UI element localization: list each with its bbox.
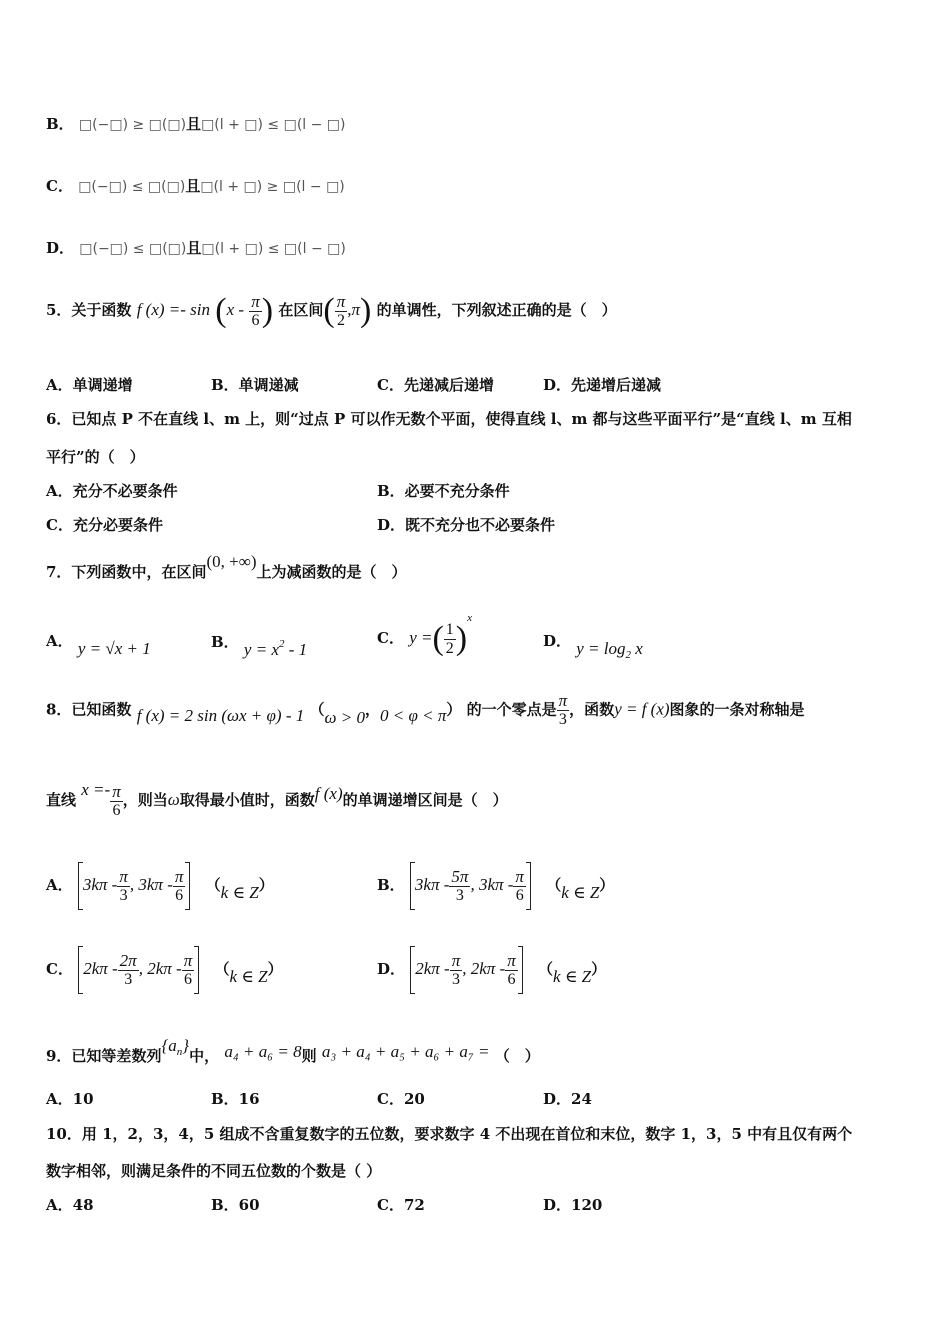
q5-option-b: B．单调递减: [211, 376, 299, 394]
q9-mid: 中，: [189, 1047, 220, 1065]
opt-p1: 3kπ -: [82, 875, 118, 894]
q7-b-y: y = x: [243, 640, 279, 659]
q9-head: 9．已知等差数列: [46, 1047, 162, 1065]
q5-frac: [249, 293, 262, 330]
q5-int-lparen: (: [323, 292, 335, 329]
q8-func2: y = f (x): [614, 699, 670, 719]
q8-x-eq: x =-: [81, 780, 111, 799]
q4-option-d: [46, 237, 346, 258]
q5-option-d: D．先递增后递减: [543, 376, 662, 394]
q8-zero-frac: [557, 692, 570, 729]
option-conj: 且: [186, 239, 202, 257]
q7-c-rparen: ): [455, 620, 468, 657]
opt-frac1: [118, 952, 139, 989]
q7-option-c: [377, 612, 472, 658]
question-7: [46, 552, 407, 582]
option-expr: □(−□) ≤ □(□): [79, 241, 187, 257]
option-conj: 且: [185, 177, 201, 195]
q5-func: f (x) =- sin: [136, 300, 210, 319]
q5-int-end: ,π: [347, 300, 361, 319]
opt-p1: 2kπ -: [83, 959, 118, 978]
q10-option-d: D．120: [543, 1196, 603, 1214]
option-label: C．: [377, 629, 404, 647]
q8-axis-frac: [110, 783, 123, 820]
option-label: D．: [46, 239, 75, 257]
q6-option-a: A．充分不必要条件: [46, 482, 178, 500]
k-in-z: k ∈ Z: [561, 883, 600, 902]
q9-cond: a₄ + a₆ = 8: [224, 1042, 302, 1061]
q4-option-c: [46, 175, 345, 196]
option-expr: □(−□) ≥ □(□): [78, 117, 187, 133]
q10-option-c: C．72: [377, 1196, 425, 1214]
frac-den: 3: [124, 970, 133, 988]
q8-comma2: ，函数: [569, 700, 615, 719]
q8-cond1: ω > 0: [324, 707, 365, 727]
k-in-z: k ∈ Z: [553, 967, 592, 986]
q7-option-d: [543, 630, 643, 661]
q10-line1: 10．用 1，2，3，4，5 组成不含重复数字的五位数，要求数字 4 不出现在首位和末位，数字 1，3，5 中有且仅有两个: [46, 1125, 853, 1143]
q8-line2: [46, 780, 508, 820]
q9-seq-sub: n: [176, 1046, 183, 1058]
q7-option-b: [211, 630, 308, 659]
q5-tail: 的单调性，下列叙述正确的是（ ）: [376, 301, 617, 319]
q8-func: f (x) = 2 sin (ωx + φ) - 1: [136, 705, 305, 725]
bracket-right: [518, 946, 523, 994]
q7-c-frac: [444, 621, 456, 658]
frac-den: 3: [558, 711, 567, 728]
q7-a-expr: y = √x + 1: [77, 639, 151, 658]
q10-line2: 数字相邻，则满足条件的不同五位数的个数是（ ）: [46, 1162, 382, 1180]
q7-option-a: [46, 630, 151, 658]
q8-zero-text: 的一个零点是: [466, 700, 557, 719]
option-expr2: □(l + □) ≤ □(l − □): [201, 117, 346, 133]
q5-option-a: A．单调递增: [46, 376, 133, 394]
option-label: A．: [46, 876, 73, 894]
q8-cond2: 0 < φ < π: [380, 705, 447, 725]
q9-tail: （ ）: [494, 1047, 540, 1065]
frac-num: 2π: [119, 950, 137, 970]
q8-axis-text: 图象的一条对称轴是: [669, 700, 805, 719]
q5-int-rparen: ): [360, 292, 372, 329]
frac-num: π: [183, 950, 193, 970]
frac-num: π: [507, 950, 516, 970]
option-label: C．: [46, 960, 73, 978]
frac-den: 6: [251, 311, 260, 329]
frac-num: π: [558, 691, 568, 710]
option-label: B．: [46, 115, 74, 133]
q8-cond-close: ）: [446, 700, 462, 719]
frac-num: π: [451, 950, 461, 970]
q8-line2-head: 直线: [46, 791, 77, 809]
q5-option-c: C．先递减后递增: [377, 376, 494, 394]
q10-option-b: B．60: [211, 1196, 260, 1214]
q8-cond-open: （: [309, 700, 325, 719]
q6-option-b: B．必要不充分条件: [377, 482, 510, 500]
option-expr2: □(l + □) ≥ □(l − □): [200, 179, 345, 195]
q8-option-d: D． 2kπ - $\frac{\pi}{3}$ , 2kπ - $\frac{\pi}{6}$ （k ∈ Z）: [377, 946, 606, 994]
q7-c-exp: x: [467, 612, 473, 624]
q9-option-a: A．10: [46, 1090, 94, 1108]
q8-line2-mid2: 取得最小值时，函数: [179, 791, 315, 809]
q6-option-d: D．既不充分也不必要条件: [377, 516, 556, 534]
option-label: C．: [46, 177, 73, 195]
opt-p2: , 3kπ -: [129, 875, 173, 894]
q8-line2-tail: 的单调递增区间是（ ）: [342, 791, 508, 809]
q8-line2-mid: ，则当: [122, 791, 168, 809]
q8-omega: ω: [167, 790, 180, 809]
q5-int-frac: [335, 293, 348, 330]
q9-option-d: D．24: [543, 1090, 592, 1108]
frac-num: π: [119, 866, 128, 886]
q8-comma: ，: [364, 700, 380, 719]
opt-frac1: [450, 952, 463, 989]
q9-sum: a₃ + a₄ + a₅ + a₆ + a₇ =: [321, 1042, 490, 1061]
option-expr2: □(l + □) ≤ □(l − □): [201, 241, 346, 257]
q8-head: 8．已知函数: [46, 700, 132, 719]
opt-p2: , 2kπ -: [462, 959, 506, 978]
frac-den: 6: [507, 970, 516, 988]
frac-den: 6: [175, 886, 184, 904]
q7-c-lparen: (: [432, 620, 444, 657]
frac-den: 2: [445, 639, 454, 657]
option-label: A．: [46, 632, 73, 650]
opt-p2: , 2kπ -: [138, 959, 182, 978]
frac-den: 3: [455, 886, 464, 904]
q7-d-y: y = log: [576, 639, 626, 658]
q7-tail: 上为减函数的是（ ）: [256, 563, 407, 581]
frac-num: π: [174, 866, 184, 886]
question-9: 9．已知等差数列$\{a_n\}$中， a₄ + a₆ = 8则 a₃ + a₄ + a₅ + a₆ + a₇ = （ ）: [46, 1036, 540, 1065]
frac-den: 6: [183, 970, 192, 988]
option-label: B．: [377, 876, 405, 894]
bracket-right: [185, 862, 190, 910]
frac-den: 6: [112, 801, 121, 819]
q9-seq: a: [168, 1036, 177, 1055]
opt-frac1: [449, 868, 470, 905]
q7-b-tail: - 1: [284, 640, 308, 659]
q7-c-y: y =: [409, 628, 433, 647]
q7-d-sub: 2: [625, 649, 631, 661]
q5-num: 5．关于函数: [46, 301, 132, 319]
opt-p1: 2kπ -: [415, 959, 450, 978]
opt-frac2: [173, 868, 186, 905]
q7-b-exp: 2: [278, 638, 285, 650]
q6-line1: 6．已知点 P 不在直线 l、m 上，则“过点 P 可以作无数个平面，使得直线 l、m 都与这些平面平行”是“直线 l、m 互相: [46, 410, 852, 428]
frac-num: 5π: [451, 866, 469, 886]
frac-den: 3: [452, 970, 460, 988]
q8-option-b: B． 3kπ - $\frac{5\pi}{3}$ , 3kπ - $\frac{\pi}{6}$ （k ∈ Z）: [377, 862, 614, 910]
frac-num: 1: [445, 620, 454, 638]
frac-num: π: [251, 291, 260, 311]
frac-num: π: [336, 291, 346, 311]
q6-option-c: C．充分必要条件: [46, 516, 163, 534]
question-5: [46, 292, 617, 330]
q5-mid: 在区间: [278, 301, 324, 319]
opt-p2: , 3kπ -: [470, 875, 514, 894]
q8-line1: [46, 692, 805, 729]
option-label: B．: [211, 633, 239, 651]
q5-inner: x -: [226, 300, 245, 319]
q10-option-a: A．48: [46, 1196, 94, 1214]
q5-lparen: (: [215, 292, 227, 329]
q7-interval: (0, +∞): [206, 552, 257, 571]
option-expr: □(−□) ≤ □(□): [78, 179, 186, 195]
option-label: D．: [377, 960, 406, 978]
q9-then: 则: [301, 1047, 317, 1065]
option-label: D．: [543, 632, 572, 650]
opt-frac2: [182, 952, 195, 989]
k-in-z: k ∈ Z: [220, 883, 259, 902]
q8-func3: f (x): [314, 784, 343, 803]
opt-p1: 3kπ -: [414, 875, 450, 894]
bracket-right: [526, 862, 531, 910]
frac-den: 2: [336, 311, 345, 329]
q6-line2: 平行”的（ ）: [46, 448, 145, 466]
frac-den: 3: [119, 886, 128, 904]
q9-option-b: B．16: [211, 1090, 260, 1108]
q5-rparen: ): [261, 292, 274, 329]
frac-num: π: [515, 866, 524, 886]
opt-frac2: [513, 868, 526, 905]
q7-d-x: x: [631, 639, 643, 658]
opt-frac2: [505, 952, 518, 989]
q9-option-c: C．20: [377, 1090, 425, 1108]
q7-head: 7．下列函数中，在区间: [46, 563, 207, 581]
k-in-z: k ∈ Z: [229, 967, 268, 986]
bracket-right: [194, 946, 199, 994]
option-conj: 且: [186, 115, 202, 133]
opt-frac1: [117, 868, 130, 905]
q4-option-b: [46, 113, 346, 134]
q8-option-c: C． 2kπ - $\frac{2\pi}{3}$ , 2kπ - $\frac{\pi}{6}$ （k ∈ Z）: [46, 946, 283, 994]
q8-option-a: A． 3kπ - $\frac{\pi}{3}$ , 3kπ - $\frac{\pi}{6}$ （k ∈ Z）: [46, 862, 274, 910]
frac-num: π: [112, 781, 121, 801]
frac-den: 6: [515, 886, 524, 904]
